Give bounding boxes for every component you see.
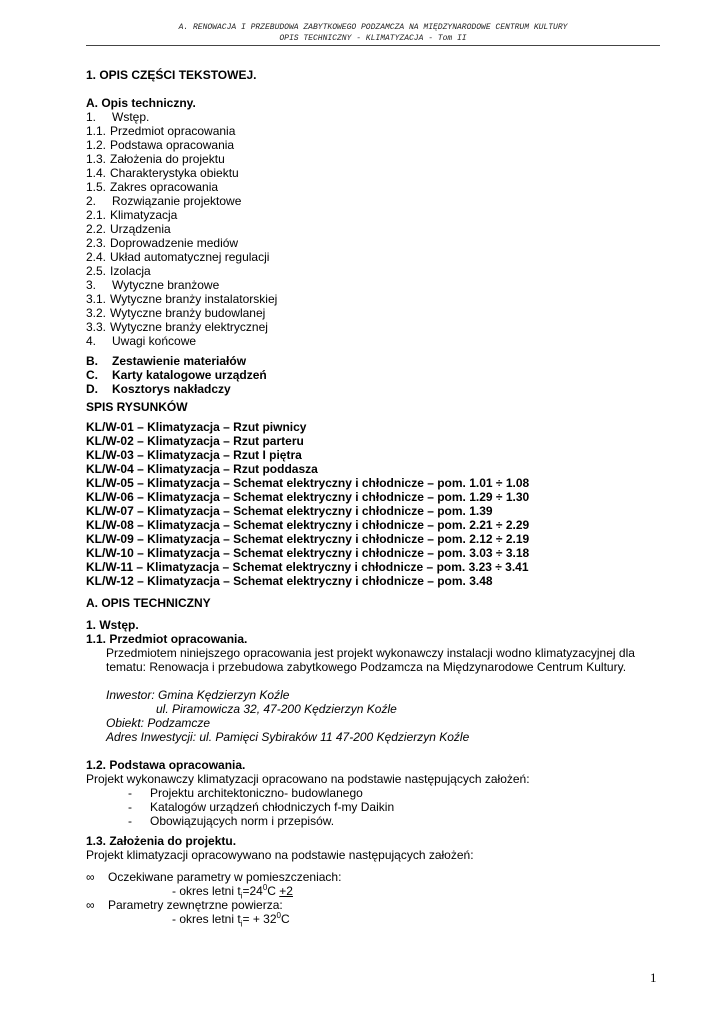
drawing-item: KL/W-07 – Klimatyzacja – Schemat elektryczny i chłodnicze – pom. 1.39	[86, 504, 493, 518]
toc-item-number: 2.5.	[86, 264, 107, 278]
drawing-item: KL/W-05 – Klimatyzacja – Schemat elektryczny i chłodnicze – pom. 1.01 ÷ 1.08	[86, 476, 530, 490]
assumption-text: Oczekiwane parametry w pomieszczeniach:	[108, 870, 342, 884]
toc-item	[86, 236, 660, 250]
investor-address: ul. Piramowicza 32, 47-200 Kędzierzyn Koźle	[156, 702, 397, 716]
toc-item-number: 3.2.	[86, 306, 107, 320]
section-a-title: A. OPIS TECHNICZNY	[86, 596, 211, 610]
toc-item-label: Podstawa opracowania	[110, 138, 235, 152]
dash-bullet: -	[128, 800, 132, 814]
assumption-text: Parametry zewnętrzne powierza:	[108, 898, 283, 912]
toc-item	[86, 110, 660, 124]
toc-item	[86, 292, 660, 306]
toc-item-label: Uwagi końcowe	[112, 334, 197, 348]
toc-item-label: Klimatyzacja	[110, 208, 178, 222]
toc-item-label: Zakres opracowania	[110, 180, 219, 194]
toc-item	[86, 124, 660, 138]
toc-item	[86, 250, 660, 264]
assumption-sub: - okres letni $t_i= + 32^0C$	[172, 911, 290, 929]
document-body	[86, 68, 660, 929]
toc-item-label: Wytyczne branży budowlanej	[110, 306, 266, 320]
drawing-item: KL/W-10 – Klimatyzacja – Schemat elektryczny i chłodnicze – pom. 3.03 ÷ 3.18	[86, 546, 530, 560]
s11-text-2: tematu: Renowacja i przebudowa zabytkowego Podzamcza na Międzynarodowe Centrum Kultury.	[106, 660, 627, 674]
infinity-bullet-icon: ∞	[86, 870, 95, 884]
toc-part-item	[86, 368, 660, 382]
toc-item-number: 2.4.	[86, 250, 107, 264]
toc-item-label: Rozwiązanie projektowe	[112, 194, 242, 208]
toc-bcd-list	[86, 354, 660, 396]
toc-item-number: 2.1.	[86, 208, 107, 222]
toc-item	[86, 138, 660, 152]
object: Obiekt: Podzamcze	[106, 716, 211, 730]
investor: Inwestor: Gmina Kędzierzyn Koźle	[106, 688, 290, 702]
toc-item	[86, 180, 660, 194]
drawing-item: KL/W-03 – Klimatyzacja – Rzut I piętra	[86, 448, 302, 462]
toc-item	[86, 222, 660, 236]
drawing-item: KL/W-11 – Klimatyzacja – Schemat elektryczny i chłodnicze – pom. 3.23 ÷ 3.41	[86, 560, 529, 574]
toc-item-label: Założenia do projektu	[110, 152, 225, 166]
basis-item	[86, 786, 660, 800]
toc-item-number: 3.	[86, 278, 97, 292]
toc-item	[86, 306, 660, 320]
header-line-2: OPIS TECHNICZNY - KLIMATYZACJA - Tom II	[279, 34, 467, 43]
toc-part-label: Zestawienie materiałów	[112, 354, 247, 368]
toc-item-label: Doprowadzenie mediów	[110, 236, 239, 250]
toc-item-label: Wytyczne branżowe	[112, 278, 220, 292]
toc-item-number: 1.1.	[86, 124, 107, 138]
toc-item-number: 4.	[86, 334, 97, 348]
basis-item-text: Obowiązujących norm i przepisów.	[150, 814, 335, 828]
toc-part-item	[86, 382, 660, 396]
drawing-item: KL/W-09 – Klimatyzacja – Schemat elektryczny i chłodnicze – pom. 2.12 ÷ 2.19	[86, 532, 530, 546]
toc-item	[86, 152, 660, 166]
s11-title: 1.1. Przedmiot opracowania.	[86, 632, 248, 646]
toc-item-label: Izolacja	[110, 264, 151, 278]
s12-title: 1.2. Podstawa opracowania.	[86, 758, 246, 772]
toc-item-label: Przedmiot opracowania	[110, 124, 236, 138]
toc-a-list	[86, 110, 660, 348]
header-line-1: A. RENOWACJA I PRZEBUDOWA ZABYTKOWEGO PODZAMCZA NA MIĘDZYNARODOWE CENTRUM KULTURY	[178, 23, 568, 32]
investment-address: Adres Inwestycji: ul. Pamięci Sybiraków 11 47-200 Kędzierzyn Koźle	[106, 730, 470, 744]
toc-item-number: 2.2.	[86, 222, 107, 236]
toc-item-number: 2.3.	[86, 236, 107, 250]
toc-item	[86, 208, 660, 222]
toc-item	[86, 264, 660, 278]
dash-bullet: -	[128, 786, 132, 800]
toc-part-letter: D.	[86, 382, 98, 396]
toc-item-label: Wytyczne branży instalatorskiej	[110, 292, 278, 306]
section-heading: 1. OPIS CZĘŚCI TEKSTOWEJ.	[86, 68, 257, 82]
toc-item-label: Wytyczne branży elektrycznej	[110, 320, 268, 334]
drawing-item: KL/W-06 – Klimatyzacja – Schemat elektryczny i chłodnicze – pom. 1.29 ÷ 1.30	[86, 490, 530, 504]
page-number: 1	[650, 970, 657, 985]
drawing-item: KL/W-04 – Klimatyzacja – Rzut poddasza	[86, 462, 318, 476]
assumption-item	[86, 870, 660, 884]
s12-text: Projekt wykonawczy klimatyzacji opracowano na podstawie następujących założeń:	[86, 772, 530, 786]
drawings-list	[86, 420, 660, 588]
toc-item-number: 1.3.	[86, 152, 107, 166]
basis-item-text: Projektu architektoniczno- budowlanego	[150, 786, 363, 800]
toc-item	[86, 334, 660, 348]
assumption-item	[86, 898, 660, 912]
toc-part-label: Kosztorys nakładczy	[112, 382, 231, 396]
toc-item	[86, 278, 660, 292]
toc-part-label: Karty katalogowe urządzeń	[112, 368, 267, 382]
toc-item-number: 3.1.	[86, 292, 107, 306]
s11-text-1: Przedmiotem niniejszego opracowania jest projekt wykonawczy instalacji wodno klimatyzacyjnej dla	[106, 646, 635, 660]
toc-item-number: 1.4.	[86, 166, 107, 180]
toc-item-number: 1.2.	[86, 138, 107, 152]
toc-item	[86, 166, 660, 180]
toc-item	[86, 194, 660, 208]
s13-title: 1.3. Założenia do projektu.	[86, 834, 237, 848]
toc-item-number: 1.	[86, 110, 97, 124]
toc-item-label: Układ automatycznej regulacji	[110, 250, 270, 264]
toc-item	[86, 320, 660, 334]
basis-item-text: Katalogów urządzeń chłodniczych f-my Daikin	[150, 800, 395, 814]
s12-list	[86, 786, 660, 828]
toc-item-label: Wstęp.	[112, 110, 150, 124]
toc-item-number: 3.3.	[86, 320, 107, 334]
toc-item-number: 2.	[86, 194, 97, 208]
infinity-bullet-icon: ∞	[86, 898, 95, 912]
drawing-item: KL/W-08 – Klimatyzacja – Schemat elektryczny i chłodnicze – pom. 2.21 ÷ 2.29	[86, 518, 530, 532]
toc-item-label: Charakterystyka obiektu	[110, 166, 239, 180]
running-header	[86, 22, 660, 44]
toc-part-letter: B.	[86, 354, 98, 368]
toc-a-title: A. Opis techniczny.	[86, 96, 196, 110]
toc-item-number: 1.5.	[86, 180, 107, 194]
s13-text: Projekt klimatyzacji opracowywano na podstawie następujących założeń:	[86, 848, 474, 862]
drawing-item: KL/W-02 – Klimatyzacja – Rzut parteru	[86, 434, 304, 448]
dash-bullet: -	[128, 814, 132, 828]
basis-item	[86, 814, 660, 828]
toc-part-item	[86, 354, 660, 368]
drawing-item: KL/W-01 – Klimatyzacja – Rzut piwnicy	[86, 420, 307, 434]
basis-item	[86, 800, 660, 814]
s1-title: 1. Wstęp.	[86, 618, 139, 632]
drawings-title: SPIS RYSUNKÓW	[86, 400, 188, 414]
assumption-sub: - okres letni $t_i=24^0C +2$	[172, 883, 293, 901]
header-rule	[86, 45, 660, 46]
toc-item-label: Urządzenia	[110, 222, 171, 236]
drawing-item: KL/W-12 – Klimatyzacja – Schemat elektryczny i chłodnicze – pom. 3.48	[86, 574, 493, 588]
toc-part-letter: C.	[86, 368, 98, 382]
